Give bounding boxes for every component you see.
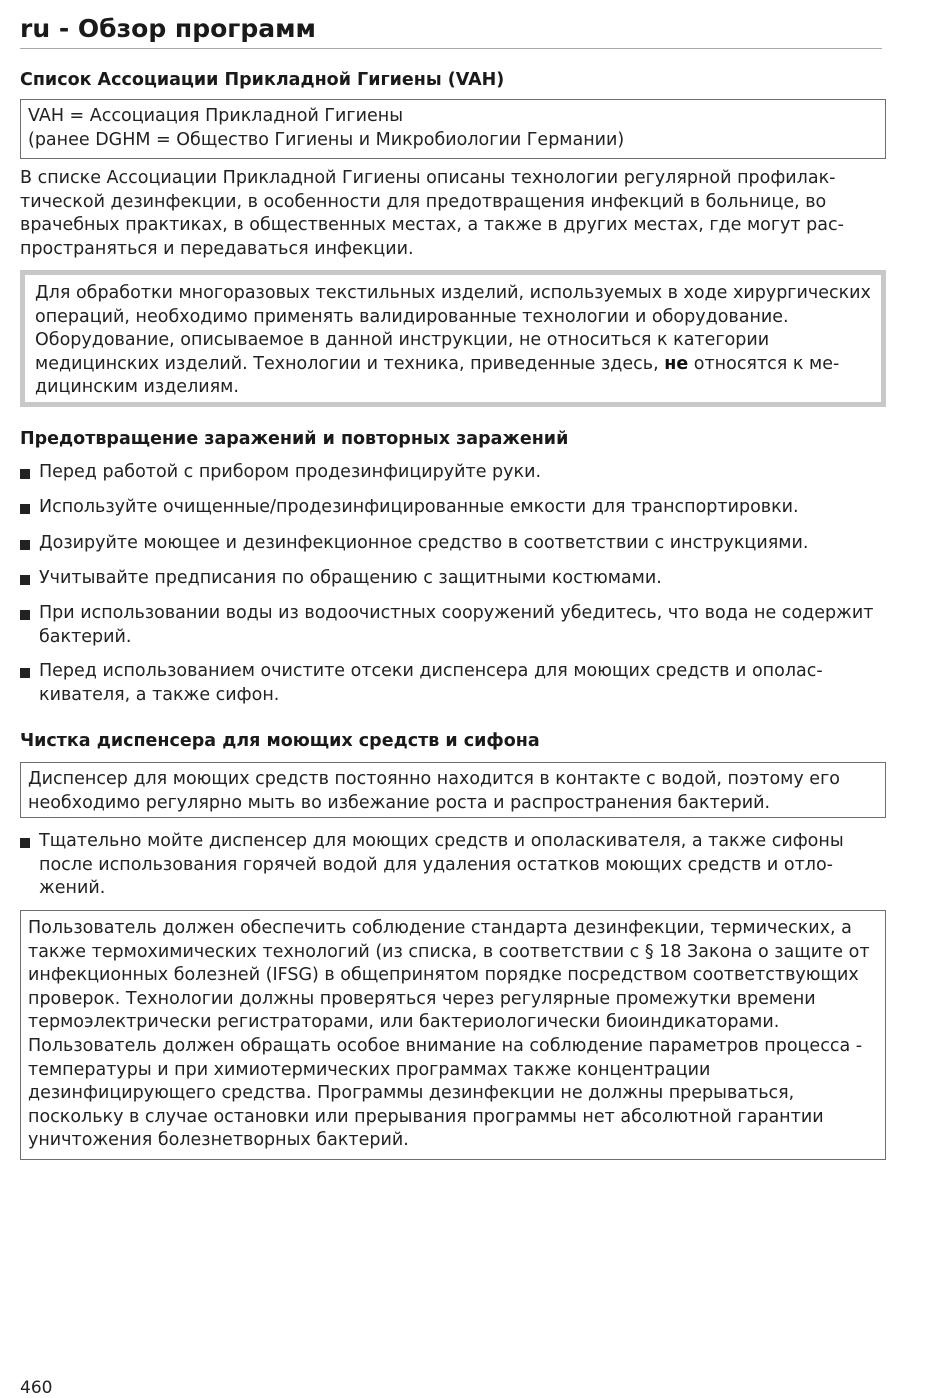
user-responsibility-text: Пользователь должен обеспечить соблюдение стандарта дезинфекции, термических, а также термохимических технологий (из списка, в соответствии с § 18 Закона о защите от инфекционных болезней (IFSG) в общепринятом порядке посредством соответствующих проверок. Технологии должны проверяться через регулярные промежутки времени термоэлектрически регистраторами, или бактериологически биоиндикаторами. Пользователь должен обращать особое внимание на соблюдение параметров процесса - температуры и при химиотермических программах также концентрации дезинфицирующего средства. Программы дезинфекции не должны прерываться, поскольку в случае остановки или прерывания программы нет абсолютной гарантии уничтожения болезнетворных бактерий. (28, 918, 870, 1151)
bullet-icon (20, 504, 30, 514)
medical-devices-notice (20, 270, 886, 407)
list-item-text: При использовании воды из водоочистных сооружений убедитесь, что вода не содержит бактерий. (39, 603, 874, 647)
bullet-icon (20, 575, 30, 585)
vah-definition-line-1: VAH = Ассоциация Прикладной Гигиены (28, 106, 404, 126)
list-item (20, 496, 886, 520)
vah-definition-line-2: (ранее DGHM = Общество Гигиены и Микробиологии Германии) (28, 129, 625, 150)
page-title: ru - Обзор программ (20, 14, 316, 43)
bullet-icon (20, 610, 30, 620)
notice-text-bold: не (664, 353, 689, 374)
bullet-icon (20, 469, 30, 479)
bullet-icon (20, 668, 30, 678)
page-header (20, 12, 882, 49)
list-item (20, 532, 886, 556)
bullet-icon (20, 838, 30, 848)
notice-text-before: Для обработки многоразовых текстильных изделий, используемых в ходе хирургических операций, необходимо применять валидированные технологии и оборудование. Оборудование, описываемое в данной инструкции, не относиться к категории медицинских изделий. Технологии и техника, приведенные здесь, (35, 283, 871, 374)
cleaning-section-title: Чистка диспенсера для моющих средств и сифона (20, 731, 540, 751)
list-item-text: Учитывайте предписания по обращению с защитными костюмами. (39, 568, 662, 588)
vah-definition-box (20, 99, 886, 159)
list-item (20, 567, 886, 591)
bullet-icon (20, 540, 30, 550)
list-item-text: Перед работой с прибором продезинфицируйте руки. (39, 462, 542, 482)
dispenser-notice-text: Диспенсер для моющих средств постоянно находится в контакте с водой, поэтому его необходимо регулярно мыть во избежание роста и распространения бактерий. (28, 769, 840, 813)
notice-text-after: относятся к медицинским изделиям. (35, 353, 840, 398)
list-item (20, 660, 886, 707)
page-number: 460 (20, 1378, 53, 1398)
list-item (20, 602, 886, 649)
user-responsibility-box (20, 910, 886, 1160)
list-item-text: Перед использованием очистите отсеки диспенсера для моющих средств и ополаскивателя, а также сифон. (39, 661, 823, 705)
dispenser-notice-box (20, 762, 886, 818)
list-item (20, 830, 886, 901)
list-item-text: Используйте очищенные/продезинфицированные емкости для транспортировки. (39, 497, 799, 517)
list-item-text: Дозируйте моющее и дезинфекционное средство в соответствии с инструкциями. (39, 533, 809, 553)
list-item (20, 461, 886, 485)
prevention-section-title: Предотвращение заражений и повторных заражений (20, 429, 569, 449)
vah-section-title: Список Ассоциации Прикладной Гигиены (VAH) (20, 70, 505, 90)
vah-intro-paragraph: В списке Ассоциации Прикладной Гигиены описаны технологии регулярной профилактической дезинфекции, в особенности для предотвращения инфекций в больнице, во врачебных практиках, в общественных местах, а также в других местах, где могут распространяться и передаваться инфекции. (20, 168, 844, 259)
list-item-text: Тщательно мойте диспенсер для моющих средств и ополаскивателя, а также сифоны после использования горячей водой для удаления остатков моющих средств и отложений. (39, 831, 844, 899)
